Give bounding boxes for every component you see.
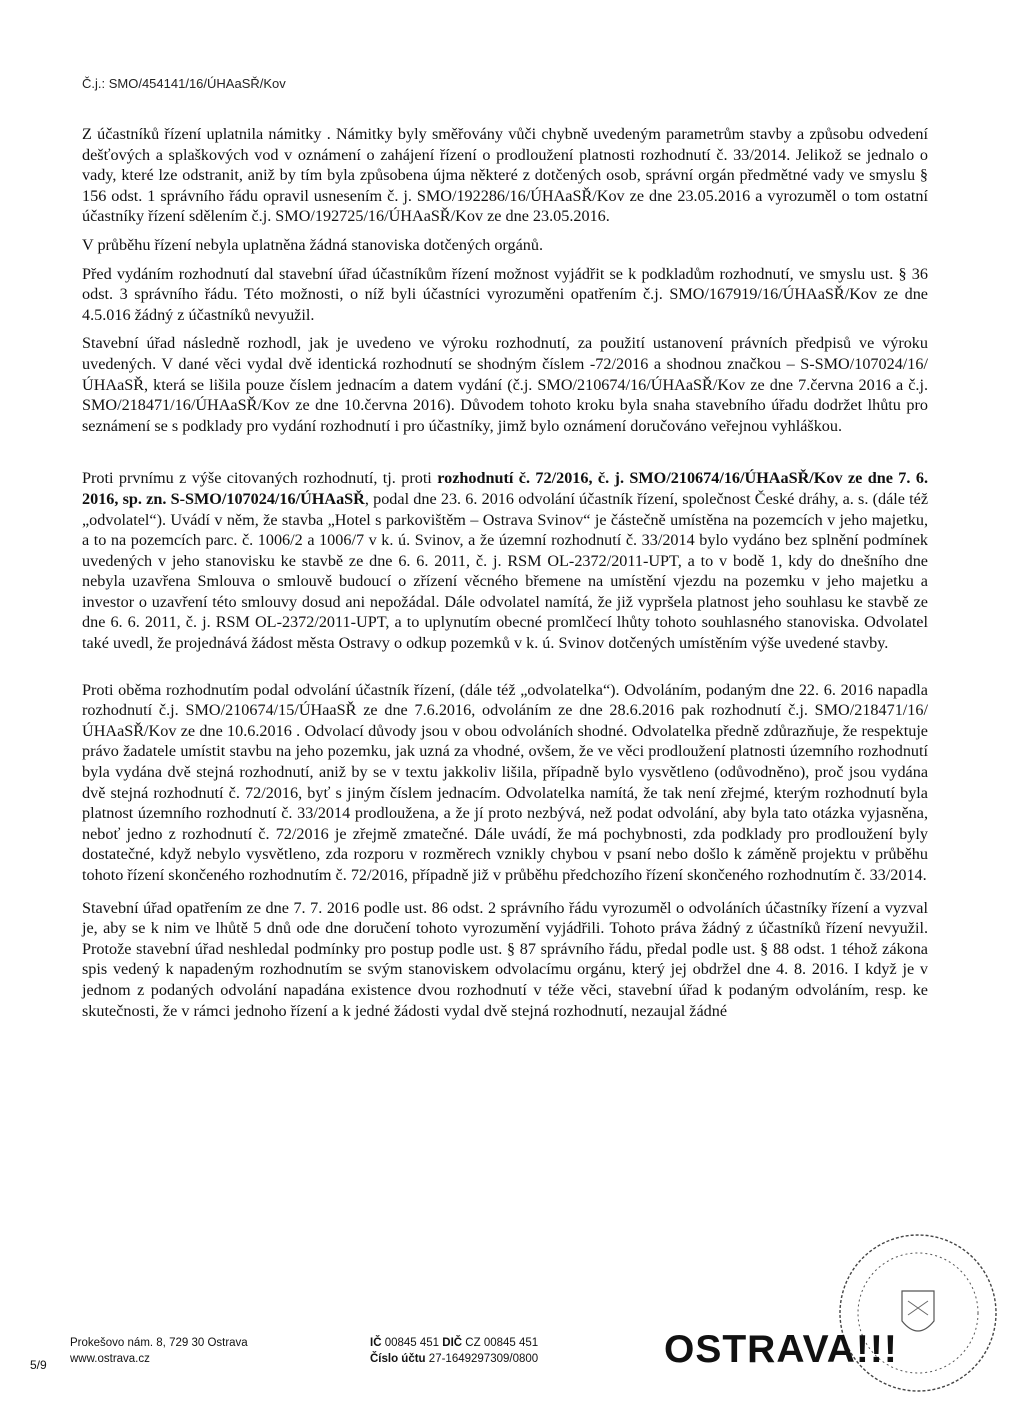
tax-ids	[370, 1335, 538, 1351]
reference-number: Č.j.: SMO/454141/16/ÚHAaSŘ/Kov	[82, 76, 286, 91]
paragraph-right-to-comment: Před vydáním rozhodnutí dal stavební úřad účastníkům řízení možnost vyjádřit se k podkladům rozhodnutí, ve smyslu ust. § 36 odst. 3 správního řádu. Této možnosti, o níž byli účastníci vyrozuměni opatřením č.j. SMO/167919/16/ÚHAaSŘ/Kov ze dne 4.5.016 žádný z účastníků nevyužil.	[82, 264, 928, 324]
ic-value: 00845 451	[384, 1337, 440, 1349]
bank-account	[370, 1351, 538, 1367]
appeal-intro: Proti prvnímu z výše citovaných rozhodnutí, tj. proti	[82, 469, 438, 488]
account-label: Číslo účtu	[370, 1353, 426, 1365]
paragraph-second-appeal: Proti oběma rozhodnutím podal odvolání účastník řízení, (dále též „odvolatelka“). Odvoláním, podaným dne 22. 6. 2016 napadla rozhodnutí č.j. SMO/210674/15/ÚHaaSŘ ze dne 7.6.2016, odvoláním ze dne 28.6.2016 pak rozhodnutí č.j. SMO/218471/16/ÚHAaSŘ/Kov ze dne 10.6.2016 . Odvolací důvody jsou v obou odvoláních shodné. Odvolatelka předně zdůrazňuje, že respektuje právo žadatele umístit stavbu na jeho pozemku, jak uzná za vhodné, ovšem, že ve věci prodloužení platnosti územního rozhodnutí byla vydána dvě stejná rozhodnutí, aniž by se v textu jakkoliv lišila, případně bylo vysvětleno (odůvodněno), proč jsou vydána dvě stejná rozhodnutí č. 72/2016, byť s jiným číslem jednacím. Odvolatelka namítá, že tak není zřejmé, kterým rozhodnutí byla platnost územního rozhodnutí č. 33/2014 prodloužena, a že jí proto nezbývá, než podat odvolání, aby byla tato otázka vyjasněna, neboť jedno z rozhodnutí č. 72/2016 je zřejmě zmatečné. Dále uvádí, že má pochybnosti, zda podklady pro prodloužení byly dostatečné, když nebylo vysvětleno, zda rozporu v rozměrech vznikly chybou v psaní nebo došlo k záměně projektu v průběhu tohoto řízení skončeného rozhodnutím č. 72/2016, případně již v průběhu předchozího řízení skončeného rozhodnutím č. 33/2014.	[82, 680, 928, 884]
paragraph-no-opinions: V průběhu řízení nebyla uplatněna žádná stanoviska dotčených orgánů.	[82, 235, 544, 254]
footer-address	[70, 1335, 248, 1367]
paragraph-objections: Z účastníků řízení uplatnila námitky . Námitky byly směřovány vůči chybně uvedeným parametrům stavby a způsobu odvedení dešťových a splaškových vod v oznámení o zahájení řízení o prodloužení platnosti rozhodnutí č. 33/2014. Jelikož se jednalo o vady, které lze odstranit, aniž by tím byla způsobena újma některé z dotčených osob, správní orgán předmětné vady ve smyslu § 156 odst. 1 správního řádu opravil usnesením č. j. SMO/192286/16/ÚHAaSŘ/Kov ze dne 23.05.2016 a vyrozuměl o tom ostatní účastníky řízení sdělením č.j. SMO/192725/16/ÚHAaSŘ/Kov ze dne 23.05.2016.	[82, 125, 928, 226]
page-number: 5/9	[30, 1358, 47, 1372]
account-value: 27-1649297309/0800	[428, 1353, 539, 1365]
paragraph-first-appeal	[82, 468, 928, 653]
document-body	[82, 124, 928, 1021]
appeal-body: , podal dne 23. 6. 2016 odvolání účastník řízení, společnost České dráhy, a. s. (dále též „odvolatel“). Uvádí v něm, že stavba „Hotel s parkovištěm – Ostrava Svinov“ je částečně umístěna na pozemcích v jeho majetku, a to na pozemcích parc. č. 1006/2 a 1006/7 v k. ú. Svinov, a že územní rozhodnutí č. 33/2014 bylo vydáno bez splnění podmínek uvedených v jeho stanovisku ke stavbě ze dne 6. 6. 2011, č. j. RSM OL-2372/2011-UPT, a to v bodě 1, kdy do dnešního dne nebyla uzavřena Smlouva o smlouvě budoucí o zřízení věcného břemene na umístění vjezdu na pozemku v jeho majetku a investor o uzavření této smlouvy dosud ani nepožádal. Dále odvolatel namítá, že již vypršela platnost jeho souhlasu ke stavbě ze dne 6. 6. 2011, č. j. RSM OL-2372/2011-UPT, a to uplynutím obecné promlčecí lhůty tohoto souhlasného stanoviska. Odvolatel také uvedl, že projednává žádost města Ostravy o odkup pozemků v k. ú. Svinov dotčených umístěním výše uvedené stavby.	[82, 489, 928, 653]
paragraph-decision: Stavební úřad následně rozhodl, jak je uvedeno ve výroku rozhodnutí, za použití ustanovení právních předpisů ve výroku uvedených. V dané věci vydal dvě identická rozhodnutí se shodným číslem -72/2016 a shodnou značkou – S-SMO/107024/16/ÚHAaSŘ, která se lišila pouze číslem jednacím a datem vydání (č.j. SMO/210674/16/ÚHAaSŘ/Kov ze dne 7.června 2016 a č.j. SMO/218471/16/ÚHAaSŘ/Kov ze dne 10.června 2016). Důvodem tohoto kroku byla snaha stavebního úřadu dodržet lhůtu pro seznámení se s podklady pro vydání rozhodnutí i pro účastníky, jimž bylo oznámení doručováno veřejnou vyhláškou.	[82, 334, 928, 435]
dic-label: DIČ	[442, 1337, 463, 1349]
dic-value: CZ 00845 451	[465, 1337, 539, 1349]
website-link: www.ostrava.cz	[70, 1353, 150, 1365]
address-line: Prokešovo nám. 8, 729 30 Ostrava	[70, 1337, 248, 1349]
ostrava-logo: OSTRAVA!!!	[664, 1328, 898, 1371]
ic-label: IČ	[370, 1337, 382, 1349]
footer-registration	[370, 1335, 538, 1367]
appeal-decision-reference: rozhodnutí č. 72/2016, č. j. SMO/210674/16/ÚHAaSŘ/Kov ze dne 7. 6. 2016, sp. zn. S-SMO/107024/16/ÚHAaSŘ	[82, 469, 928, 508]
paragraph-forwarding: Stavební úřad opatřením ze dne 7. 7. 2016 podle ust. 86 odst. 2 správního řádu vyrozuměl o odvoláních účastníky řízení a vyzval je, aby se k nim ve lhůtě 5 dnů ode dne doručení tohoto vyrozumění vyjádřili. Tohoto práva žádný z účastníků řízení nevyužil. Protože stavební úřad neshledal podmínky pro postup podle ust. § 87 správního řádu, předal podle ust. § 88 odst. 1 téhož zákona spis vedený k napadeným rozhodnutím se svým stanoviskem odvolacímu orgánu, který jej obdržel dne 4. 8. 2016. I když je v jednom z podaných odvolání napadána existence dvou rozhodnutí v téže věci, stavební úřad k podaným odvoláním, resp. ke skutečnosti, že v rámci jednoho řízení a k jedné žádosti vydal dvě stejná rozhodnutí, nezaujal žádné	[82, 898, 928, 1020]
